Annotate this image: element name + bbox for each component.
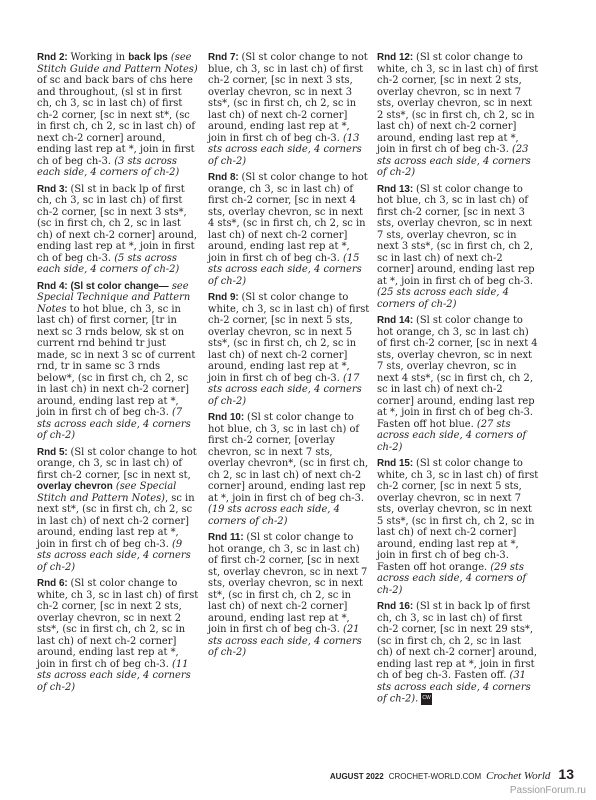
- round-text: Rnd 13:: [377, 183, 416, 195]
- round-text: (Sl st color change to hot orange, ch 3, sc in last ch) of first ch-2 corner, [sc in next st, overlay chevron, sc in next 7 sts, overlay chevron, sc in next st*, (sc in first ch, ch 2, sc in last ch) of next ch-2 corner] around, ending last rep at *, join in first ch of beg ch-3.: [208, 532, 368, 635]
- round-text: Rnd 14:: [377, 315, 416, 326]
- round-text: Rnd 3:: [37, 183, 71, 195]
- round-text: (31 sts across each side, 4 corners of ch-2).: [377, 670, 531, 705]
- round-13: [377, 184, 539, 311]
- round-text: (17 sts across each side, 4 corners of ch-2): [208, 372, 362, 407]
- end-mark-icon: CW: [421, 693, 431, 705]
- round-text: (Sl st color change to not blue, ch 3, sc in last ch) of first ch-2 corner, [sc in next 3 sts, overlay chevron, sc in next 3 sts*, (sc in first ch, ch 2, sc in last ch) of next ch-2 corner] around, ending last rep at *, join in first ch of beg ch-3.: [208, 52, 368, 144]
- round-15: [377, 458, 539, 596]
- round-text: (7 sts across each side, 4 corners of ch-2): [37, 407, 191, 441]
- round-text: (3 sts across each side, 4 corners of ch-2): [37, 155, 180, 178]
- round-text: (19 sts across each side, 4 corners of ch-2): [208, 504, 340, 527]
- round-text: Rnd 6:: [37, 578, 71, 589]
- round-text: Rnd 9:: [208, 292, 242, 303]
- round-text: overlay chevron: [37, 481, 113, 492]
- round-text: Rnd 16:: [377, 601, 416, 612]
- round-9: [208, 292, 370, 407]
- round-text: (11 sts across each side, 4 corners of ch-2): [37, 658, 191, 693]
- round-text: (29 sts across each side, 4 corners of ch-2): [377, 561, 527, 596]
- round-text: (Sl st color change to hot orange, ch 3, sc in last ch) of first ch-2 corner, [sc in next st,: [37, 446, 197, 481]
- round-text: Rnd 5:: [37, 446, 71, 458]
- round-3: [37, 184, 199, 276]
- round-text: (Sl st in back lp of first ch, ch 3, sc in last ch) of first ch-2 corner, [sc in next 29 sts*, (sc in first ch, ch 2, sc in last ch) of next ch-2 corner] around, ending last rep at *, join in first ch of beg ch-3. Fasten off.: [377, 601, 537, 681]
- round-text: (Sl st color change to white, ch 3, sc in last ch) of first ch-2 corner, [sc in next 2 sts, overlay chevron, sc in next 2 sts*, (sc in first ch, ch 2, sc in last ch) of next ch-2 corner] around, ending last rep at *, join in first ch of beg ch-3.: [37, 578, 199, 670]
- round-text: see Special Technique and Pattern Notes: [37, 280, 191, 315]
- column-right: [377, 52, 539, 710]
- round-6: [37, 578, 199, 693]
- round-2: [37, 52, 199, 179]
- watermark: PassionForum.ru: [509, 785, 586, 796]
- column-left: [37, 52, 199, 698]
- round-text: to hot blue, ch 3, sc in last ch) of first corner, [tr in next sc 3 rnds below, sk st on current rnd behind tr just made, sc in next 3 sc of current rnd, tr in same sc 3 rnds below*, (sc in first ch, ch 2, sc in last ch) in next ch-2 corner] around, ending last rep at *, join in first ch of beg ch-3.: [37, 303, 196, 418]
- round-12: [377, 52, 539, 179]
- round-text: (Sl st color change to hot orange, ch 3, sc in last ch) of first ch-2 corner, [sc in next 4 sts, overlay chevron, sc in next 4 sts*, (sc in first ch, ch 2, sc in last ch) of next ch-2 corner] around, ending last rep at *, join in first ch of beg ch-3.: [208, 172, 368, 264]
- round-text: Rnd 15:: [377, 458, 416, 469]
- round-text: (5 sts across each side, 4 corners of ch-2): [37, 252, 180, 275]
- page-footer: [330, 766, 574, 782]
- round-4: [37, 281, 199, 442]
- round-text: (Sl st color change to hot blue, ch 3, sc in last ch) of first ch-2 corner, [overlay chevron, sc in next 7 sts, overlay chevron*, (sc in first ch, ch 2, sc in last ch) of next ch-2 corner] around, ending last rep at *, join in first ch of beg ch-3.: [208, 412, 369, 504]
- round-text: back lps: [128, 52, 168, 63]
- round-text: (25 sts across each side, 4 corners of ch-2): [377, 287, 509, 310]
- round-text: (9 sts across each side, 4 corners of ch-2): [37, 538, 191, 573]
- round-text: of sc and back bars of chs here and throughout, (sl st in first ch, ch 3, sc in last ch) of first ch-2 corner, [sc in next st*, (sc in first ch, ch 2, sc in last ch) of next ch-2 corner] around, ending last rep at *, join in first ch of beg ch-3.: [37, 75, 195, 167]
- round-text: (15 sts across each side, 4 corners of ch-2): [208, 252, 362, 287]
- magazine-name: Crochet World: [486, 770, 551, 782]
- round-text: Rnd 2:: [37, 52, 71, 63]
- round-text: , sc in next st*, (sc in first ch, ch 2, sc in last ch) of next ch-2 corner] around, ending last rep at *, join in first ch of beg ch-3.: [37, 492, 195, 550]
- round-text: Rnd 8:: [208, 172, 242, 183]
- round-11: [208, 532, 370, 659]
- round-text: Rnd 12:: [377, 52, 416, 63]
- round-8: [208, 172, 370, 287]
- round-16: [377, 601, 539, 705]
- round-text: (Sl st color change to white, ch 3, sc in last ch) of first ch-2 corner, [sc in next 5 sts, overlay chevron, sc in next 5 sts*, (sc in first ch, ch 2, sc in last ch) of next ch-2 corner] around, ending last rep at *, join in first ch of beg ch-3.: [208, 292, 370, 384]
- round-text: (Sl st in back lp of first ch, ch 3, sc in last ch) of first ch-2 corner, [sc in next 3 sts*, (sc in first ch, ch 2, sc in last ch) of next ch-2 corner] around, ending last rep at *, join in first ch of beg ch-3.: [37, 183, 197, 264]
- round-14: [377, 315, 539, 453]
- round-7: [208, 52, 370, 167]
- round-text: (see Special Stitch and Pattern Notes): [37, 481, 177, 504]
- round-text: (Sl st color change to white, ch 3, sc in last ch) of first ch-2 corner, [sc in next 2 sts, overlay chevron, sc in next 7 sts, overlay chevron, sc in next 2 sts*, (sc in first ch, ch 2, sc in last ch) of next ch-2 corner] around, ending last rep at *, join in first ch of beg ch-3.: [377, 52, 539, 155]
- round-10: [208, 412, 370, 527]
- round-text: Rnd 7:: [208, 52, 242, 63]
- site-url: CROCHET-WORLD.COM: [388, 772, 482, 781]
- page-number: 13: [558, 766, 574, 782]
- round-5: [37, 447, 199, 574]
- round-text: (23 sts across each side, 4 corners of ch-2): [377, 144, 531, 178]
- round-text: Rnd 10:: [208, 412, 247, 423]
- column-middle: [208, 52, 370, 664]
- round-text: Rnd 4: (Sl st color change—: [37, 280, 169, 292]
- round-text: (Sl st color change to white, ch 3, sc in last ch) of first ch-2 corner, [sc in next 5 sts, overlay chevron, sc in next 7 sts, overlay chevron, sc in next 5 sts*, (sc in first ch, ch 2, sc in last ch) of next ch-2 corner] around, ending last rep at *, join in first ch of beg ch-3. Fasten off hot orange.: [377, 458, 539, 573]
- round-text: Rnd 11:: [208, 532, 247, 543]
- round-text: (Sl st color change to hot orange, ch 3, sc in last ch) of first ch-2 corner, [sc in next 4 sts, overlay chevron, sc in next 7 sts, overlay chevron, sc in next 4 sts*, (sc in first ch, ch 2, sc in last ch) of next ch-2 corner] around, ending last rep at *, join in first ch of beg ch-3. Fasten off hot blue.: [377, 315, 538, 430]
- round-text: Working in: [70, 52, 129, 63]
- round-text: (27 sts across each side, 4 corners of ch-2): [377, 418, 527, 453]
- round-text: (21 sts across each side, 4 corners of ch-2): [208, 624, 362, 658]
- issue-date: AUGUST 2022: [329, 772, 384, 781]
- round-text: (13 sts across each side, 4 corners of ch-2): [208, 132, 362, 167]
- round-text: (Sl st color change to hot blue, ch 3, sc in last ch) of first ch-2 corner, [sc in next 3 sts, overlay chevron, sc in next 7 sts, overlay chevron, sc in next 3 sts*, (sc in first ch, ch 2, sc in last ch) of next ch-2 corner] around, ending last rep at *, join in first ch of beg ch-3.: [377, 183, 535, 287]
- round-text: (see Stitch Guide and Pattern Notes): [37, 52, 198, 75]
